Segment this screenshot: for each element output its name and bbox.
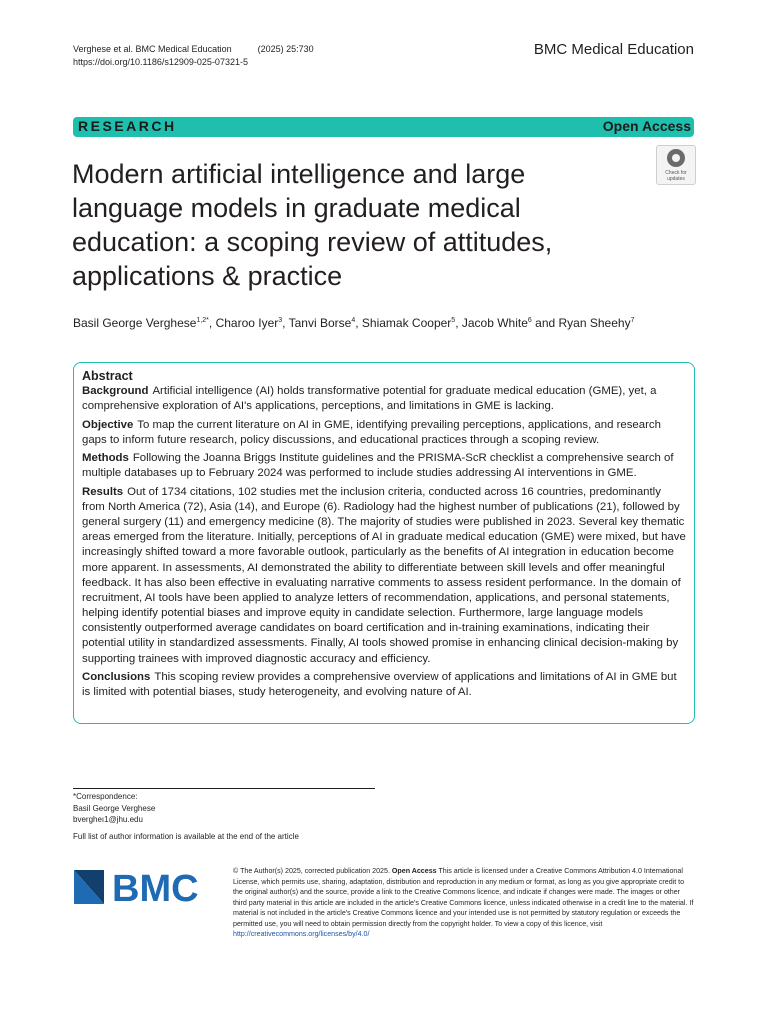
header-year-volume: (2025) 25:730 bbox=[257, 44, 314, 54]
author-list: Basil George Verghese$^{1,2*}$, Charoo Iyer$^3$, Tanvi Borse$^4$, Shiamak Cooper$^5$, Jacob White$^6$ and Ryan Sheehy$^7$ bbox=[73, 316, 635, 330]
abstract-conclusions: Conclusions This scoping review provides a comprehensive overview of applications and limitations of AI in GME but is limited with potential biases, study heterogeneity, and evolving nature of AI. bbox=[82, 671, 677, 699]
author-affiliation: 4 bbox=[351, 317, 356, 324]
author-affiliation: 1,2* bbox=[196, 317, 209, 324]
bmc-logo-text: BMC bbox=[112, 868, 199, 906]
author: Basil George Verghese bbox=[73, 316, 197, 330]
author: Shiamak Cooper bbox=[361, 316, 452, 330]
author: Charoo Iyer bbox=[215, 316, 279, 330]
license-statement: © The Author(s) 2025, corrected publication 2025. Open Access This article is licensed under a Creative Commons Attribution 4.0 International License, which permits use, sharing, adaptation, distribution and reproduction in any medium or format, as long as you give appropriate credit to the original author(s) and the source, provide a link to the Creative Commons licence, and indicate if changes were made. The images or other third party material in this article are included in the article's Creative Commons licence, unless indicated otherwise in a credit line to the material. If material is not included in the article's Creative Commons licence and your intended use is not permitted by statutory regulation or exceeds the permitted use, you will need to obtain permission directly from the copyright holder. To view a copy of this licence, visit http://creativecommons.org/licenses/by/4.0/ bbox=[233, 867, 694, 938]
doi-link[interactable]: https://doi.org/10.1186/s12909-025-07321-5 bbox=[73, 57, 248, 67]
running-header bbox=[73, 43, 314, 69]
correspondence-label: *Correspondence: bbox=[73, 792, 138, 801]
check-for-updates-icon bbox=[667, 149, 685, 167]
article-title: Modern artificial intelligence and large language models in graduate medical education: a scoping review of attitudes, applications & practice bbox=[72, 159, 553, 291]
license-link[interactable]: http://creativecommons.org/licenses/by/4.0/ bbox=[233, 930, 370, 938]
author: Tanvi Borse bbox=[288, 316, 352, 330]
author: Jacob White bbox=[461, 316, 528, 330]
author-affiliation: 5 bbox=[451, 317, 456, 324]
citation-line bbox=[73, 43, 314, 56]
author-info-note: Full list of author information is available at the end of the article bbox=[73, 832, 299, 841]
author-affiliation: 7 bbox=[630, 317, 635, 324]
abstract-results: Results Out of 1734 citations, 102 studies met the inclusion criteria, conducted across 16 countries, predominantly from North America (72), Asia (14), and Europe (6). Radiology had the highest number of publications (21), followed by general surgery (11) and emergency medicine (8). The majority of studies were published in 2023. Several key thematic areas emerged from the literature. Initially, perceptions of AI in graduate medical education (GME) were mixed, but have increasingly shifted toward a more favorable outlook, particularly as the benefits of AI integration in education become more apparent. In assessments, AI demonstrated the ability to differentiate between skill levels and offer meaningful feedback. It has also been effective in evaluating narrative comments to assess resident performance. In the domain of recruitment, AI tools have been applied to analyze letters of recommendation, applications, and personal statements, helping identify potential biases and improve equity in candidate selection. Furthermore, large language models consistently outperformed average candidates on board certification and in-training examinations, indicating their potential utility in standardized assessments. Finally, AI tools showed promise in enhancing clinical decision-making by supporting trainees with improved diagnostic accuracy and efficiency. bbox=[82, 485, 686, 665]
correspondence-name: Basil George Verghese bbox=[73, 803, 156, 813]
author-affiliation: 3 bbox=[278, 317, 283, 324]
correspondence-email[interactable]: bvergheı1@jhu.edu bbox=[73, 815, 143, 824]
abstract-objective: Objective To map the current literature on AI in GME, identifying prevailing perceptions, applications, and research gaps to inform future research, policy discussions, and educational practices through a scoping review. bbox=[82, 418, 661, 446]
abstract-box bbox=[73, 362, 695, 724]
correspondence-note bbox=[73, 791, 155, 826]
abstract-methods: Methods Following the Joanna Briggs Institute guidelines and the PRISMA-ScR checklist a comprehensive search of multiple databases up to February 2024 was performed to include studies addressing AI interventions in GME. bbox=[82, 452, 674, 480]
open-access-label: Open Access bbox=[602, 118, 691, 134]
abstract-heading: Abstract bbox=[82, 369, 133, 383]
abstract-background: Background Artificial intelligence (AI) holds transformative potential for graduate medical education (GME), yet, a comprehensive exploration of AI's applications, perceptions, and limitations in GME is lacking. bbox=[82, 385, 657, 413]
author-affiliation: 6 bbox=[527, 317, 532, 324]
bmc-logo-icon bbox=[74, 868, 216, 906]
footnote-divider bbox=[73, 788, 375, 789]
badge-text: Check for updates bbox=[665, 170, 687, 182]
check-for-updates-badge[interactable] bbox=[656, 145, 696, 185]
journal-name: BMC Medical Education bbox=[533, 41, 694, 58]
section-label: RESEARCH bbox=[78, 118, 177, 134]
header-authors-journal: Verghese et al. BMC Medical Education bbox=[73, 44, 232, 54]
section-banner bbox=[73, 117, 694, 137]
author: Ryan Sheehy bbox=[558, 316, 631, 330]
